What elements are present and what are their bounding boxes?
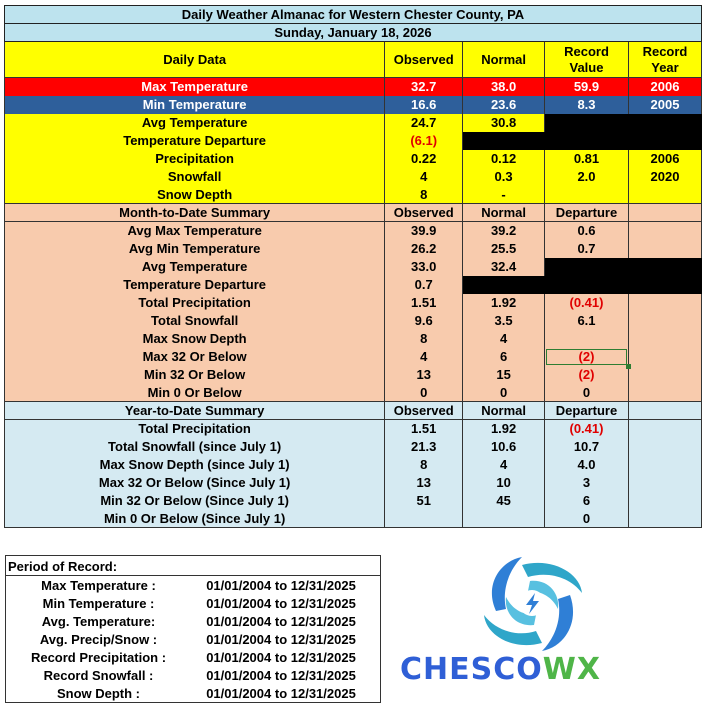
ytd-header-label: Year-to-Date Summary xyxy=(5,402,385,420)
mtd-row-blank xyxy=(628,366,701,384)
mtd-row-label: Avg Min Temperature xyxy=(5,240,385,258)
daily-row-normal: 0.12 xyxy=(463,150,545,168)
mtd-row-observed: 13 xyxy=(385,366,463,384)
ytd-row-blank xyxy=(628,456,701,474)
mtd-header-observed: Observed xyxy=(385,204,463,222)
period-of-record-box xyxy=(5,555,381,703)
ytd-row-observed: 8 xyxy=(385,456,463,474)
daily-header-label: Daily Data xyxy=(5,42,385,78)
daily-row-label: Precipitation xyxy=(5,150,385,168)
daily-header-record-year: Record Year xyxy=(628,42,701,78)
mtd-row-departure-selected-cell[interactable] xyxy=(545,348,629,366)
mtd-row-departure-blank xyxy=(545,258,629,276)
logo-text-wx: WX xyxy=(542,652,601,687)
mtd-row-observed: 0 xyxy=(385,384,463,402)
daily-row-record: 59.9 xyxy=(545,78,629,96)
daily-row-label: Min Temperature xyxy=(5,96,385,114)
period-row xyxy=(6,685,380,703)
daily-header-record-value: Record Value xyxy=(545,42,629,78)
almanac-date: Sunday, January 18, 2026 xyxy=(5,24,702,42)
mtd-row-normal: 1.92 xyxy=(463,294,545,312)
period-row xyxy=(6,631,380,649)
ytd-header-blank xyxy=(628,402,701,420)
mtd-row-blank xyxy=(628,348,701,366)
daily-row-record: 2.0 xyxy=(545,168,629,186)
ytd-row-normal xyxy=(463,510,545,528)
period-row-range: 01/01/2004 to 12/31/2025 xyxy=(206,650,356,665)
mtd-row-label: Total Precipitation xyxy=(5,294,385,312)
ytd-row-blank xyxy=(628,474,701,492)
daily-row-label: Avg Temperature xyxy=(5,114,385,132)
ytd-row-departure: (0.41) xyxy=(545,420,629,438)
mtd-header-label: Month-to-Date Summary xyxy=(5,204,385,222)
mtd-row-label: Avg Temperature xyxy=(5,258,385,276)
daily-row-record: 8.3 xyxy=(545,96,629,114)
mtd-row-departure: (2) xyxy=(578,349,595,364)
mtd-row-departure: (0.41) xyxy=(545,294,629,312)
period-row-label: Record Precipitation : xyxy=(30,650,167,665)
ytd-row-observed: 13 xyxy=(385,474,463,492)
mtd-row-normal: 3.5 xyxy=(463,312,545,330)
mtd-row-blank xyxy=(628,276,701,294)
ytd-row-departure: 3 xyxy=(545,474,629,492)
mtd-row-observed: 8 xyxy=(385,330,463,348)
ytd-row-label: Max 32 Or Below (Since July 1) xyxy=(5,474,385,492)
period-row-label: Max Temperature : xyxy=(41,578,156,593)
ytd-row-observed: 21.3 xyxy=(385,438,463,456)
ytd-row-departure: 10.7 xyxy=(545,438,629,456)
mtd-row-normal: 32.4 xyxy=(463,258,545,276)
period-row xyxy=(6,667,380,685)
mtd-row-normal: 39.2 xyxy=(463,222,545,240)
mtd-row-blank xyxy=(628,294,701,312)
mtd-header-departure: Departure xyxy=(545,204,629,222)
ytd-row-blank xyxy=(628,420,701,438)
ytd-row-normal: 45 xyxy=(463,492,545,510)
daily-row-normal: 38.0 xyxy=(463,78,545,96)
daily-row-observed: 16.6 xyxy=(385,96,463,114)
mtd-row-departure: (2) xyxy=(545,366,629,384)
mtd-row-observed: 9.6 xyxy=(385,312,463,330)
period-row-range: 01/01/2004 to 12/31/2025 xyxy=(206,614,356,629)
period-row xyxy=(6,577,380,595)
period-row xyxy=(6,649,380,667)
ytd-row-departure: 6 xyxy=(545,492,629,510)
ytd-row-label: Total Precipitation xyxy=(5,420,385,438)
daily-row-year: 2005 xyxy=(628,96,701,114)
ytd-header-normal: Normal xyxy=(463,402,545,420)
ytd-row-blank xyxy=(628,438,701,456)
mtd-row-blank xyxy=(628,330,701,348)
mtd-header-blank xyxy=(628,204,701,222)
mtd-row-departure: 0.6 xyxy=(545,222,629,240)
mtd-row-normal: 0 xyxy=(463,384,545,402)
daily-row-year xyxy=(628,186,701,204)
mtd-row-departure: 0.7 xyxy=(545,240,629,258)
ytd-row-label: Min 32 Or Below (Since July 1) xyxy=(5,492,385,510)
ytd-row-normal: 1.92 xyxy=(463,420,545,438)
period-row-label: Snow Depth : xyxy=(56,686,141,701)
daily-row-label: Temperature Departure xyxy=(5,132,385,150)
mtd-row-blank xyxy=(628,258,701,276)
mtd-row-blank xyxy=(628,240,701,258)
period-row-range: 01/01/2004 to 12/31/2025 xyxy=(206,686,356,701)
daily-row-year: 2006 xyxy=(628,150,701,168)
daily-row-label: Max Temperature xyxy=(5,78,385,96)
mtd-row-blank xyxy=(628,384,701,402)
daily-row-normal: 30.8 xyxy=(463,114,545,132)
ytd-row-label: Min 0 Or Below (Since July 1) xyxy=(5,510,385,528)
period-row-range: 01/01/2004 to 12/31/2025 xyxy=(206,596,356,611)
mtd-row-label: Max 32 Or Below xyxy=(5,348,385,366)
daily-row-record-blank xyxy=(545,114,629,132)
daily-row-year: 2006 xyxy=(628,78,701,96)
daily-row-observed: 0.22 xyxy=(385,150,463,168)
daily-row-observed: 4 xyxy=(385,168,463,186)
daily-header-observed: Observed xyxy=(385,42,463,78)
ytd-row-observed: 51 xyxy=(385,492,463,510)
daily-row-observed: (6.1) xyxy=(385,132,463,150)
daily-row-normal-blank xyxy=(463,132,545,150)
period-row xyxy=(6,595,380,613)
ytd-header-observed: Observed xyxy=(385,402,463,420)
mtd-row-blank xyxy=(628,312,701,330)
mtd-row-departure: 0 xyxy=(545,384,629,402)
daily-row-year: 2020 xyxy=(628,168,701,186)
period-row-label: Min Temperature : xyxy=(42,596,155,611)
fill-handle[interactable] xyxy=(626,364,631,369)
mtd-row-observed: 33.0 xyxy=(385,258,463,276)
daily-row-observed: 24.7 xyxy=(385,114,463,132)
daily-row-normal: - xyxy=(463,186,545,204)
daily-row-label: Snow Depth xyxy=(5,186,385,204)
period-row xyxy=(6,613,380,631)
almanac-table xyxy=(4,5,702,528)
mtd-row-observed: 1.51 xyxy=(385,294,463,312)
mtd-row-observed: 4 xyxy=(385,348,463,366)
daily-row-normal: 23.6 xyxy=(463,96,545,114)
ytd-row-blank xyxy=(628,492,701,510)
ytd-row-normal: 4 xyxy=(463,456,545,474)
daily-row-year-blank xyxy=(628,132,701,150)
mtd-header-normal: Normal xyxy=(463,204,545,222)
swirl-lightning-icon xyxy=(386,555,702,655)
ytd-row-observed: 1.51 xyxy=(385,420,463,438)
mtd-row-observed: 39.9 xyxy=(385,222,463,240)
almanac-title: Daily Weather Almanac for Western Chester County, PA xyxy=(5,6,702,24)
period-row-label: Avg. Temperature: xyxy=(41,614,156,629)
ytd-row-normal: 10 xyxy=(463,474,545,492)
period-row-label: Avg. Precip/Snow : xyxy=(39,632,158,647)
mtd-row-normal: 15 xyxy=(463,366,545,384)
mtd-row-observed: 26.2 xyxy=(385,240,463,258)
mtd-row-normal-blank xyxy=(463,276,545,294)
logo-text-chesco: CHESCO xyxy=(400,652,543,687)
daily-row-record: 0.81 xyxy=(545,150,629,168)
mtd-row-label: Min 0 Or Below xyxy=(5,384,385,402)
mtd-row-label: Avg Max Temperature xyxy=(5,222,385,240)
mtd-row-normal: 4 xyxy=(463,330,545,348)
mtd-row-blank xyxy=(628,222,701,240)
daily-row-observed: 8 xyxy=(385,186,463,204)
daily-row-label: Snowfall xyxy=(5,168,385,186)
daily-row-year-blank xyxy=(628,114,701,132)
mtd-row-normal: 6 xyxy=(463,348,545,366)
mtd-row-label: Total Snowfall xyxy=(5,312,385,330)
period-row-label: Record Snowfall : xyxy=(43,668,154,683)
period-row-range: 01/01/2004 to 12/31/2025 xyxy=(206,632,356,647)
daily-row-record-blank xyxy=(545,132,629,150)
daily-row-observed: 32.7 xyxy=(385,78,463,96)
ytd-header-departure: Departure xyxy=(545,402,629,420)
mtd-row-label: Max Snow Depth xyxy=(5,330,385,348)
ytd-row-normal: 10.6 xyxy=(463,438,545,456)
daily-row-normal: 0.3 xyxy=(463,168,545,186)
mtd-row-observed: 0.7 xyxy=(385,276,463,294)
mtd-row-departure xyxy=(545,330,629,348)
ytd-row-departure: 4.0 xyxy=(545,456,629,474)
period-row-range: 01/01/2004 to 12/31/2025 xyxy=(206,578,356,593)
period-row-range: 01/01/2004 to 12/31/2025 xyxy=(206,668,356,683)
daily-header-normal: Normal xyxy=(463,42,545,78)
daily-row-record xyxy=(545,186,629,204)
mtd-row-departure: 6.1 xyxy=(545,312,629,330)
chescowx-logo-text xyxy=(400,652,601,687)
period-of-record-title: Period of Record: xyxy=(6,556,380,576)
ytd-row-observed xyxy=(385,510,463,528)
mtd-row-label: Temperature Departure xyxy=(5,276,385,294)
mtd-row-label: Min 32 Or Below xyxy=(5,366,385,384)
mtd-row-departure-blank xyxy=(545,276,629,294)
ytd-row-label: Max Snow Depth (since July 1) xyxy=(5,456,385,474)
ytd-row-departure: 0 xyxy=(545,510,629,528)
ytd-row-blank xyxy=(628,510,701,528)
ytd-row-label: Total Snowfall (since July 1) xyxy=(5,438,385,456)
mtd-row-normal: 25.5 xyxy=(463,240,545,258)
